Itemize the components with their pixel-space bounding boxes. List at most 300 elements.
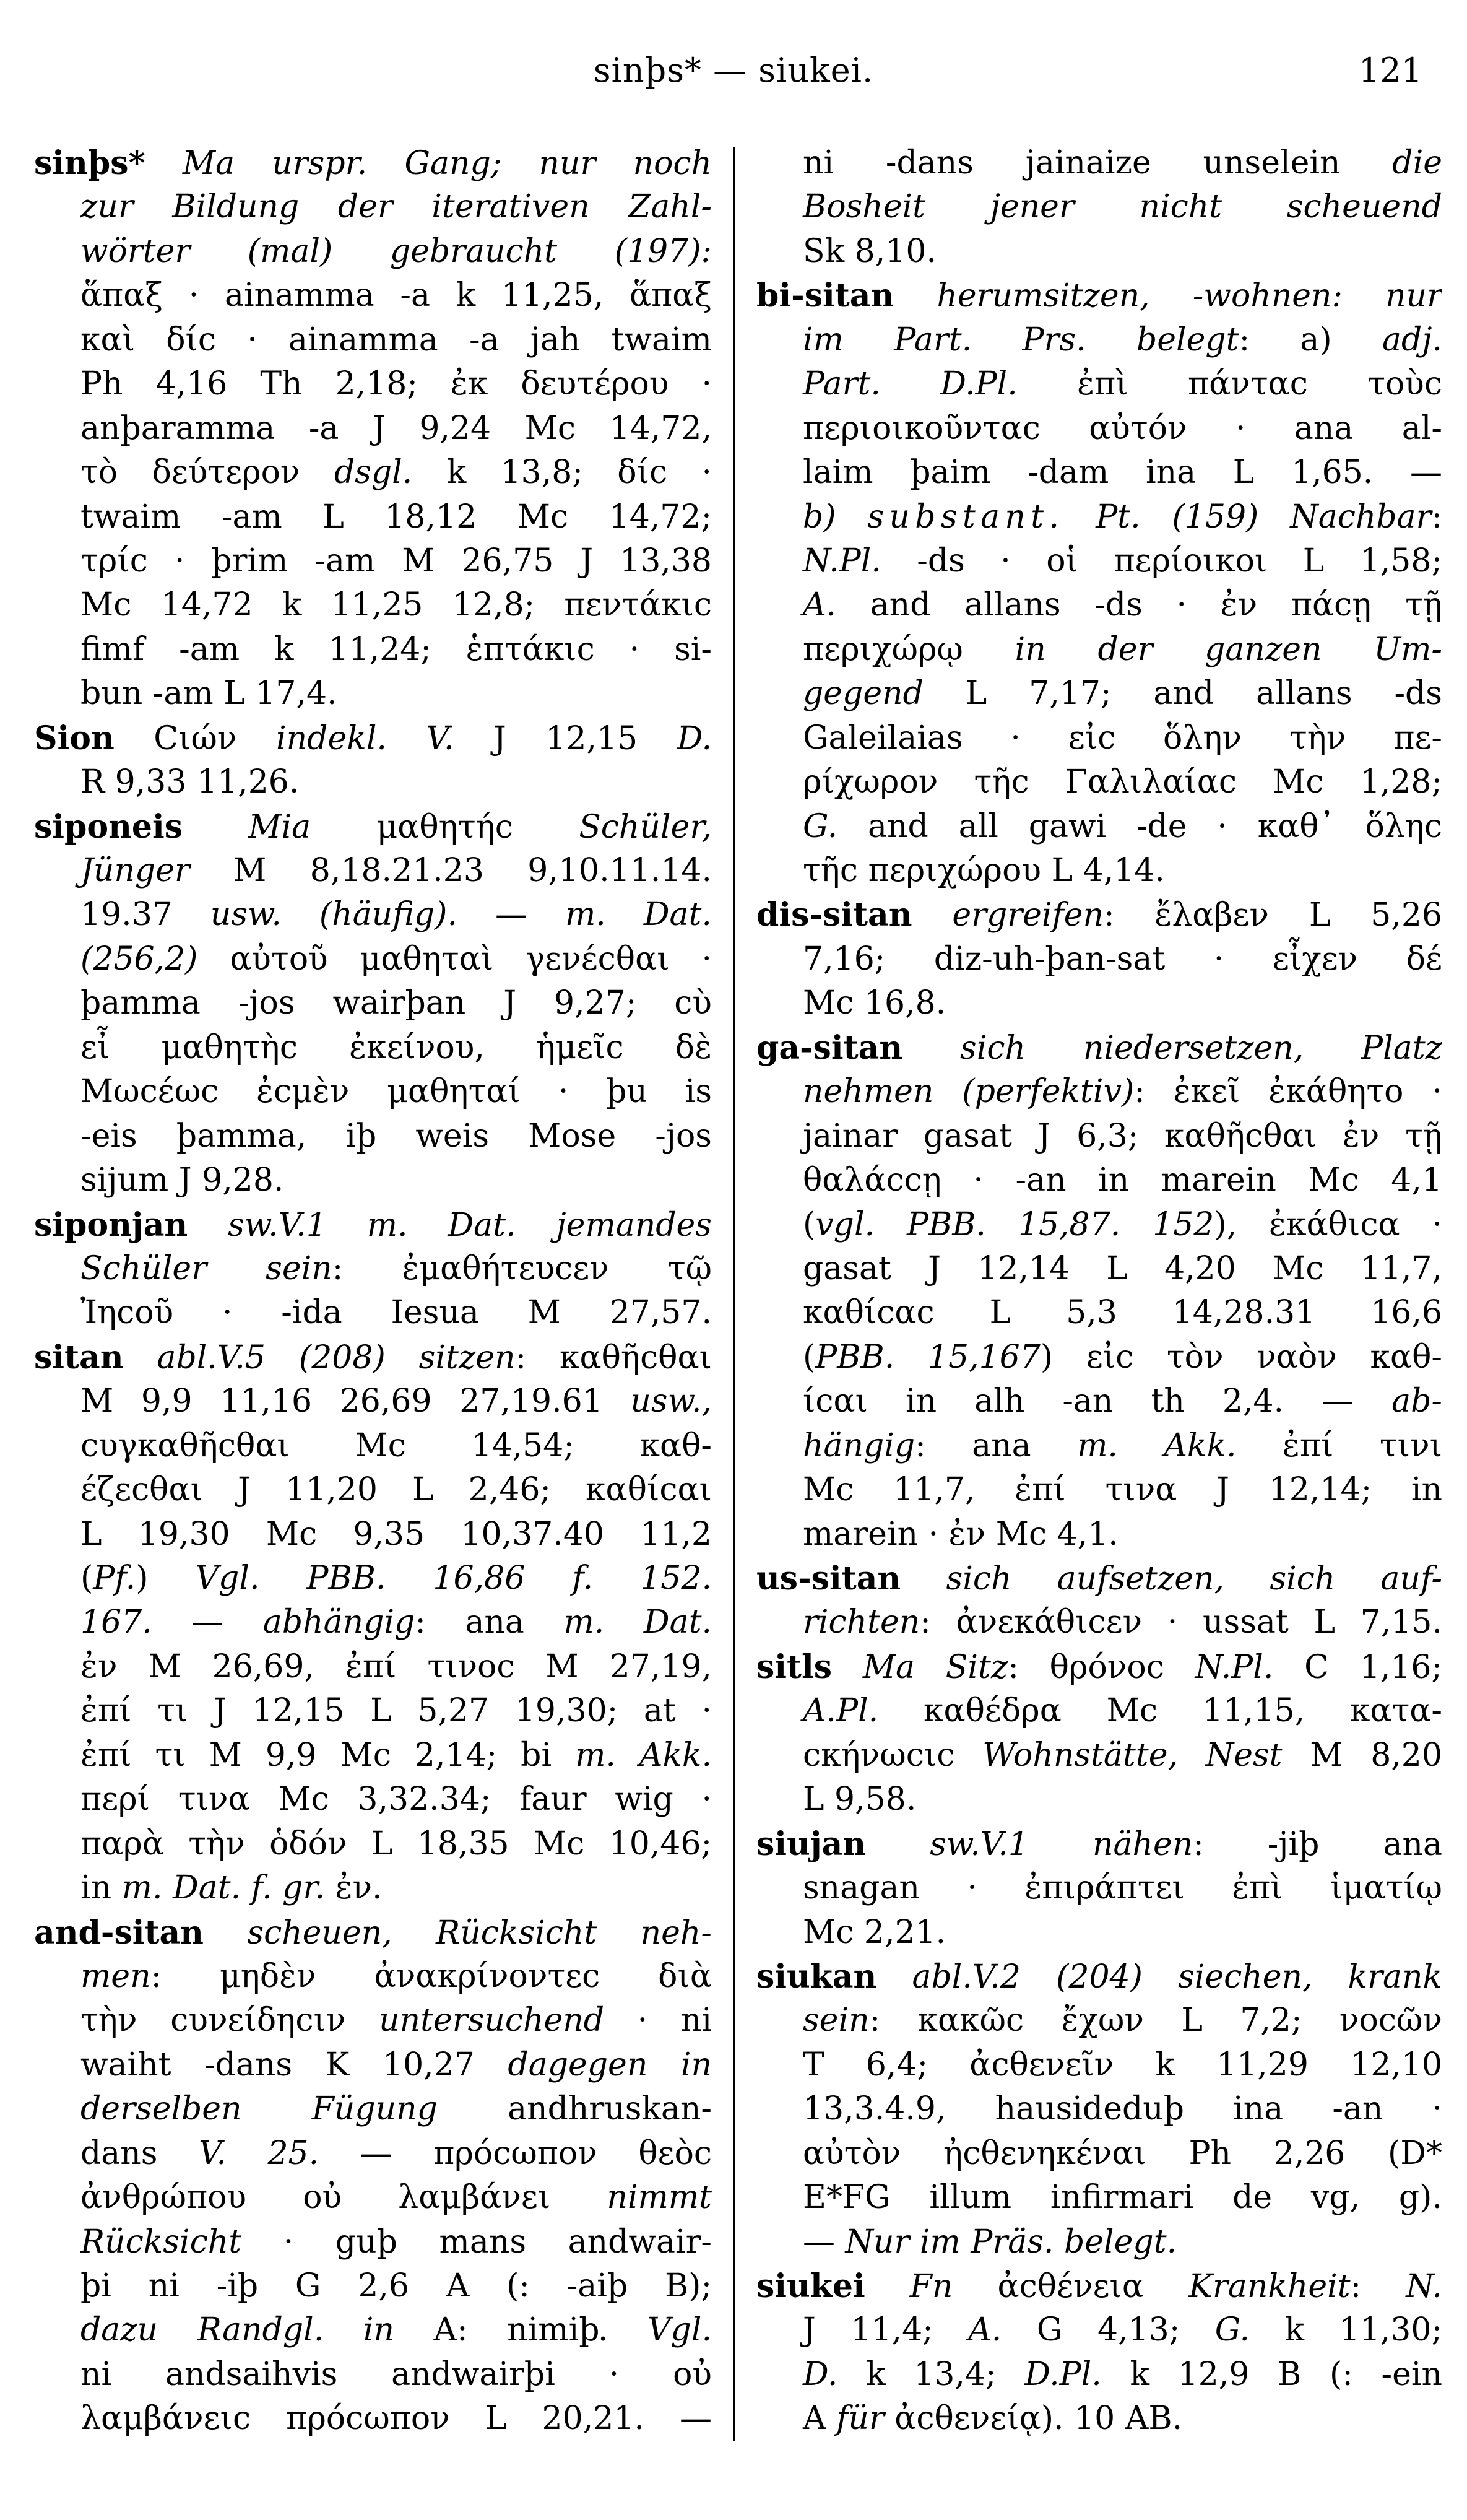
entry-line: [34, 1336, 712, 1379]
text-line: [34, 451, 712, 495]
text-segment: 19.37: [80, 896, 210, 934]
text-segment: N.Pl.: [1195, 1648, 1274, 1686]
text-segment: cυγκαθῆcθαι Mc 14,54; καθ-: [80, 1427, 712, 1464]
text-segment: sitan: [34, 1338, 124, 1376]
text-segment: marein · ἐν Mc 4,1.: [803, 1515, 1119, 1553]
text-line: [756, 628, 1442, 672]
text-segment: vgl. PBB. 15,87. 152: [815, 1206, 1214, 1243]
text-segment: gegend: [803, 675, 924, 713]
text-segment: us-sitan: [756, 1560, 901, 1597]
text-segment: laim þaim -dam ina L 1,65. —: [803, 454, 1442, 492]
text-line: [34, 583, 712, 627]
text-segment: ἐπὶ πάνταc τοὺc: [1017, 365, 1442, 403]
text-segment: -ds · οἱ περίοικοι L 1,58;: [881, 542, 1442, 580]
text-segment: Schüler,: [579, 808, 712, 846]
text-segment: m. Dat.: [563, 1604, 712, 1641]
text-segment: Ma urspr. Gang; nur noch: [145, 145, 712, 182]
entry-line: [756, 1822, 1442, 1866]
text-segment: περί τινα Mc 3,32.34; faur wig ·: [80, 1781, 712, 1818]
text-segment: ἐπί τινι: [1236, 1427, 1442, 1464]
text-segment: Schüler sein: [80, 1249, 332, 1287]
text-segment: 7,16; diz-uh-þan-sat · εἶχεν δέ: [803, 940, 1442, 978]
text-segment: : κακῶc ἔχων L 7,2; νοcῶν: [869, 2002, 1442, 2040]
text-segment: sw.V.1 m. Dat. jemandes: [188, 1206, 712, 1244]
text-segment: L 7,17; and allans -ds: [923, 675, 1442, 713]
text-line: [756, 1866, 1442, 1910]
text-segment: in: [80, 1869, 122, 1907]
text-segment: Part. D.Pl.: [803, 365, 1018, 403]
text-segment: (: [80, 1560, 93, 1597]
text-segment: sw.V.1 nähen: [866, 1825, 1193, 1863]
text-line: [34, 1999, 712, 2043]
text-line: [756, 2043, 1442, 2087]
text-segment: im Part. Prs. belegt: [803, 321, 1239, 358]
text-line: [756, 539, 1442, 583]
text-segment: αὐτοῦ μαθηταὶ γενέcθαι ·: [197, 940, 712, 978]
text-segment: fimf -am k 11,24; ἑπτάκιc · si-: [80, 630, 712, 668]
text-line: [34, 1955, 712, 1999]
text-segment: abl.V.5 (208) sitzen: [123, 1339, 516, 1376]
text-segment: herumsitzen, -wohnen: nur: [894, 277, 1442, 315]
text-segment: Galeilaias · εἰc ὅλην τὴν πε-: [803, 719, 1442, 757]
text-segment: : a): [1239, 321, 1383, 358]
text-segment: :: [1431, 498, 1442, 536]
text-line: [34, 937, 712, 981]
text-line: [756, 937, 1442, 981]
text-segment: scheuen, Rücksicht neh-: [204, 1914, 712, 1952]
text-line: [34, 1291, 712, 1335]
text-line: [756, 981, 1442, 1025]
text-segment: ni -dans jainaize unselein: [803, 144, 1393, 181]
text-segment: ίcαι in alh -an th 2,4. —: [803, 1383, 1392, 1420]
text-line: [34, 1822, 712, 1866]
text-segment: k 13,8; δίc ·: [412, 454, 712, 492]
text-segment: L 9,58.: [803, 1781, 917, 1818]
text-line: [34, 2220, 712, 2264]
text-segment: N.Pl.: [803, 542, 881, 580]
text-line: [34, 981, 712, 1025]
text-line: [34, 362, 712, 406]
text-segment: ἐν.: [325, 1869, 383, 1907]
text-segment: A.: [803, 586, 837, 624]
text-column-left: [34, 141, 712, 2441]
text-line: [756, 1689, 1442, 1733]
text-line: [34, 1734, 712, 1778]
text-line: [756, 805, 1442, 849]
text-segment: :: [1350, 2268, 1406, 2305]
text-segment: þamma -jos wairþan J 9,27; cὺ: [80, 984, 712, 1022]
text-segment: m. Akk.: [575, 1736, 712, 1774]
text-line: [34, 893, 712, 937]
page-number: 121: [1358, 51, 1422, 90]
text-line: [756, 1734, 1442, 1778]
text-segment: ), ἐκάθιcα ·: [1214, 1206, 1442, 1243]
text-line: [756, 1424, 1442, 1468]
text-line: [34, 230, 712, 274]
text-line: [34, 1601, 712, 1645]
text-segment: waiht -dans K 10,27: [80, 2046, 508, 2083]
text-line: [34, 185, 712, 229]
text-segment: dazu Randgl. in: [80, 2311, 394, 2349]
running-header-title: sinþs* — siukei.: [593, 51, 874, 90]
entry-line: [756, 1645, 1442, 1689]
text-segment: b): [803, 498, 868, 536]
text-segment: m. Dat. f. gr.: [121, 1869, 326, 1907]
text-segment: zur Bildung der iterativen Zahl-: [80, 188, 712, 226]
text-segment: M 8,18.21.23 9,10.11.14.: [189, 852, 712, 889]
text-line: [34, 1645, 712, 1689]
text-segment: έζεcθαι J 11,20 L 2,46; καθίcαι: [80, 1471, 712, 1509]
text-segment: Pf.: [93, 1560, 136, 1597]
text-segment: V. 25.: [198, 2134, 319, 2172]
text-line: [34, 849, 712, 893]
text-line: [756, 451, 1442, 495]
text-segment: siukei: [756, 2267, 865, 2305]
text-line: [756, 2308, 1442, 2352]
text-segment: αὐτὸν ἠcθενηκέναι Ph 2,26 (D*: [803, 2134, 1442, 2172]
text-segment: k 13,4;: [837, 2355, 1025, 2393]
text-segment: : ἐκεῖ ἐκάθητο ·: [1134, 1073, 1442, 1111]
text-line: [34, 1070, 712, 1114]
text-segment: ἀcθενείᾳ). 10 AB.: [884, 2400, 1183, 2438]
text-segment: C 1,16;: [1273, 1648, 1442, 1686]
text-segment: richten: [803, 1604, 920, 1641]
text-segment: καθίcαc L 5,3 14,28.31 16,6: [803, 1294, 1442, 1332]
text-segment: τρίc · þrim -am M 26,75 J 13,38: [80, 542, 712, 580]
text-segment: A.: [968, 2311, 1002, 2349]
text-line: [756, 2176, 1442, 2220]
text-segment: siukan: [756, 1957, 877, 1996]
text-line: [34, 1026, 712, 1070]
text-line: [756, 672, 1442, 716]
text-line: [34, 2043, 712, 2087]
text-segment: Ph 4,16 Th 2,18; ἐκ δευτέρου ·: [80, 365, 712, 403]
text-line: [756, 141, 1442, 185]
text-segment: J 12,15: [454, 719, 677, 757]
text-line: [34, 1158, 712, 1202]
text-segment: J 11,4;: [803, 2311, 969, 2349]
text-line: [34, 1379, 712, 1423]
text-segment: für: [836, 2400, 885, 2438]
text-segment: : θρόνοc: [1008, 1648, 1195, 1686]
text-segment: : καθῆcθαι: [515, 1339, 712, 1376]
text-segment: andhruskan-: [437, 2090, 712, 2128]
text-segment: : ἀνεκάθιcεν · ussat L 7,15.: [920, 1604, 1442, 1641]
text-segment: Nur im Präs. belegt.: [845, 2223, 1177, 2261]
text-line: [756, 1513, 1442, 1557]
text-segment: Mc 14,72 k 11,25 12,8; πεντάκιc: [80, 586, 712, 624]
text-segment: m. Akk.: [1077, 1427, 1237, 1464]
text-segment: : -jiþ ana: [1193, 1825, 1442, 1863]
text-segment: λαμβάνειc πρόcωπον L 20,21. —: [80, 2400, 712, 2438]
text-segment: M 9,9 11,16 26,69 27,19.61: [80, 1383, 631, 1420]
text-segment: παρὰ τὴν ὁδόν L 18,35 Mc 10,46;: [80, 1825, 712, 1862]
text-line: [756, 1203, 1442, 1247]
text-segment: A: [803, 2400, 837, 2438]
text-segment: εἶ μαθητὴc ἐκείνου, ἡμεῖc δὲ: [80, 1028, 712, 1066]
text-line: [756, 1379, 1442, 1423]
text-segment: snagan · ἐπιράπτει ἐπὶ ἱματίῳ: [803, 1869, 1442, 1907]
text-segment: : ana: [415, 1604, 564, 1641]
text-segment: ) εἰc τὸν ναὸν καθ-: [1040, 1338, 1442, 1376]
text-segment: and-sitan: [34, 1913, 204, 1952]
text-line: [756, 1070, 1442, 1114]
text-segment: in der ganzen Um-: [1015, 630, 1442, 668]
text-segment: siujan: [756, 1825, 867, 1863]
text-line: [756, 362, 1442, 406]
text-line: [34, 2176, 712, 2220]
text-segment: Pt. (159) Nachbar: [1064, 498, 1432, 536]
text-line: [756, 495, 1442, 539]
text-line: [34, 1557, 712, 1601]
text-segment: ἅπαξ · ainamma -a k 11,25, ἅπαξ: [80, 277, 712, 315]
text-segment: abhängig: [262, 1604, 415, 1641]
text-segment: (256,2): [80, 940, 198, 978]
text-segment: ἐπί τι J 12,15 L 5,27 19,30; at ·: [80, 1692, 712, 1730]
text-segment: bi-sitan: [756, 277, 894, 315]
text-line: [756, 1999, 1442, 2043]
text-segment: sich niedersetzen, Platz: [902, 1029, 1442, 1067]
text-segment: E*FG illum infirmari de vg, g).: [803, 2179, 1442, 2217]
text-segment: : ana: [915, 1427, 1078, 1464]
text-line: [756, 760, 1442, 804]
text-segment: k 11,30;: [1250, 2311, 1442, 2349]
text-segment: —: [152, 1604, 263, 1641]
text-segment: καὶ δίc · ainamma -a jah twaim: [80, 321, 712, 358]
text-line: [756, 1247, 1442, 1291]
text-segment: ἐπί τι M 9,9 Mc 2,14; bi: [80, 1736, 576, 1774]
entry-line: [756, 2264, 1442, 2308]
text-line: [756, 583, 1442, 627]
text-line: [34, 2132, 712, 2176]
text-segment: dans: [80, 2134, 199, 2172]
text-segment: siponjan: [34, 1206, 188, 1244]
entry-line: [34, 805, 712, 849]
text-line: [756, 1601, 1442, 1645]
text-segment: die: [1392, 144, 1442, 181]
text-line: [756, 849, 1442, 893]
text-segment: siponeis: [34, 807, 183, 846]
text-line: [34, 318, 712, 362]
text-segment: Wohnstätte, Nest: [982, 1736, 1283, 1774]
text-segment: τὸ δεύτερον: [80, 454, 334, 492]
text-segment: men: [80, 1957, 151, 1995]
entry-line: [756, 1557, 1442, 1601]
column-divider: [733, 147, 735, 2441]
text-segment: usw. (häufig).: [210, 896, 457, 934]
text-segment: Krankheit: [1188, 2268, 1351, 2305]
text-segment: nimmt: [607, 2179, 712, 2217]
text-line: [34, 1778, 712, 1822]
text-line: [34, 1247, 712, 1291]
entry-line: [34, 1203, 712, 1247]
text-segment: nehmen (perfektiv): [803, 1073, 1135, 1111]
text-segment: þi ni -iþ G 2,6 A (: -aiþ B);: [80, 2267, 712, 2305]
text-line: [756, 2353, 1442, 2397]
text-segment: 13,3.4.9, hausideduþ ina -an ·: [803, 2090, 1442, 2128]
text-segment: N.: [1406, 2268, 1442, 2305]
text-segment: ἐν M 26,69, ἐπί τινοc M 27,19,: [80, 1648, 712, 1685]
text-line: [34, 1866, 712, 1910]
text-segment: Sk 8,10.: [803, 232, 937, 270]
text-segment: ga-sitan: [756, 1028, 903, 1067]
text-line: [756, 230, 1442, 274]
entry-line: [756, 893, 1442, 937]
text-segment: (: [803, 1338, 816, 1376]
text-segment: · ni: [604, 2002, 712, 2040]
text-segment: ab-: [1391, 1383, 1442, 1420]
text-segment: Fn: [865, 2268, 953, 2305]
text-line: [756, 2397, 1442, 2441]
text-line: [756, 1291, 1442, 1335]
text-segment: θαλάccῃ · -an in marein Mc 4,1: [803, 1162, 1442, 1199]
text-segment: indekl. V.: [276, 719, 454, 757]
text-segment: twaim -am L 18,12 Mc 14,72;: [80, 498, 712, 536]
text-segment: — πρόcωπον θεὸc: [319, 2134, 712, 2172]
text-segment: Mc 2,21.: [803, 1913, 946, 1951]
text-segment: A.Pl.: [803, 1692, 879, 1730]
text-segment: derselben Fügung: [80, 2090, 438, 2128]
text-line: [34, 1513, 712, 1557]
text-segment: k 12,9 B (: -ein: [1101, 2355, 1442, 2393]
text-segment: sein: [803, 2002, 870, 2040]
text-line: [34, 2087, 712, 2131]
text-segment: and allans -ds · ἐν πάcῃ τῇ: [836, 586, 1442, 624]
text-line: [756, 2220, 1442, 2264]
text-segment: untersuchend: [379, 2002, 604, 2040]
text-segment: τῆc περιχώρου L 4,14.: [803, 852, 1165, 889]
text-segment: dsgl.: [334, 454, 413, 492]
text-segment: G.: [803, 807, 838, 845]
text-line: [756, 318, 1442, 362]
text-line: [756, 1158, 1442, 1202]
entry-line: [756, 1026, 1442, 1070]
text-line: [34, 1424, 712, 1468]
text-line: [756, 1468, 1442, 1512]
text-segment: dagegen in: [508, 2046, 712, 2083]
text-line: [756, 2087, 1442, 2131]
text-segment: Mc 11,7, ἐπί τινα J 12,14; in: [803, 1471, 1442, 1509]
text-segment: anþaramma -a J 9,24 Mc 14,72,: [80, 409, 712, 447]
text-segment: (: [803, 1206, 816, 1243]
text-segment: dis-sitan: [756, 896, 912, 934]
entry-line: [34, 1911, 712, 1955]
text-segment: sitls: [756, 1648, 833, 1686]
text-segment: ἀνθρώπου οὐ λαμβάνει: [80, 2179, 607, 2217]
text-line: [756, 185, 1442, 229]
text-line: [34, 274, 712, 318]
entry-line: [34, 716, 712, 760]
text-segment: M 8,20: [1282, 1736, 1442, 1774]
text-segment: ni andsaihvis andwairþi · οὐ: [80, 2355, 712, 2393]
text-segment: G 4,13;: [1002, 2311, 1215, 2349]
text-line: [34, 1114, 712, 1158]
text-segment: wörter (mal) gebraucht (197):: [80, 232, 712, 270]
text-line: [756, 1778, 1442, 1822]
text-segment: τὴν cυνείδηcιν: [80, 2002, 379, 2040]
text-line: [34, 672, 712, 716]
text-line: [34, 628, 712, 672]
text-segment: Μωcέωc ἐcμὲν μαθηταί · þu is: [80, 1073, 712, 1111]
text-segment: and all gawi -de · καθ᾽ ὅληc: [837, 807, 1442, 845]
text-segment: abl.V.2 (204) siechen, krank: [876, 1958, 1442, 1996]
text-segment: Mc 16,8.: [803, 984, 946, 1022]
text-line: [34, 407, 712, 451]
text-line: [34, 760, 712, 804]
text-line: [756, 716, 1442, 760]
text-segment: sich aufsetzen, sich auf-: [901, 1560, 1442, 1597]
text-segment: substant.: [867, 498, 1065, 536]
text-segment: cκήνωcιc: [803, 1736, 983, 1774]
text-segment: ergreifen: [912, 897, 1104, 934]
text-segment: R 9,33 11,26.: [80, 763, 300, 801]
text-segment: περιοικοῦνταc αὐτόν · ana al-: [803, 409, 1442, 447]
text-line: [34, 2397, 712, 2441]
text-column-right: [756, 141, 1442, 2441]
text-segment: G.: [1214, 2311, 1250, 2349]
text-segment: : μηδὲν ἀνακρίνοντεc διὰ: [150, 1957, 712, 1995]
text-line: [756, 1114, 1442, 1158]
text-segment: Bosheit jener nicht scheuend: [803, 188, 1442, 226]
text-segment: A: nimiþ.: [394, 2311, 647, 2349]
entry-line: [34, 141, 712, 185]
text-segment: usw.,: [630, 1383, 712, 1420]
text-segment: Mia: [183, 808, 311, 846]
text-segment: : ἔλαβεν L 5,26: [1104, 897, 1442, 934]
text-segment: L 19,30 Mc 9,35 10,37.40 11,2: [80, 1515, 712, 1553]
text-line: [756, 407, 1442, 451]
text-segment: ): [136, 1560, 196, 1597]
text-segment: Vgl. PBB. 16,86 f. 152.: [195, 1560, 712, 1597]
text-line: [34, 2308, 712, 2352]
text-segment: ρίχωρον τῆc Γαλιλαίαc Mc 1,28;: [803, 763, 1442, 801]
text-segment: gasat J 12,14 L 4,20 Mc 11,7,: [803, 1249, 1442, 1287]
text-segment: καθέδρα Mc 11,15, κατα-: [878, 1692, 1442, 1730]
text-line: [34, 1689, 712, 1733]
text-segment: Vgl.: [647, 2311, 712, 2349]
text-segment: 167.: [80, 1604, 152, 1641]
text-segment: Ma Sitz: [832, 1648, 1008, 1686]
text-segment: μαθητήc: [311, 808, 579, 846]
text-segment: Sion: [34, 719, 115, 757]
text-segment: D.: [803, 2355, 838, 2393]
text-segment: bun -am L 17,4.: [80, 675, 337, 713]
text-segment: T 6,4; ἀcθενεῖν k 11,29 12,10: [803, 2046, 1442, 2083]
text-segment: —: [457, 896, 565, 934]
text-segment: -eis þamma, iþ weis Mose -jos: [80, 1117, 712, 1155]
text-segment: ἀcθένεια: [953, 2268, 1189, 2305]
text-line: [34, 539, 712, 583]
text-segment: m. Dat.: [565, 896, 712, 934]
text-line: [34, 1468, 712, 1512]
entry-line: [756, 274, 1442, 318]
entry-line: [756, 1955, 1442, 1999]
text-line: [34, 2264, 712, 2308]
text-segment: Ἰηcοῦ · -ida Iesua M 27,57.: [80, 1294, 712, 1332]
text-segment: Rücksicht: [80, 2223, 242, 2261]
text-segment: D.: [677, 719, 712, 757]
text-line: [756, 2132, 1442, 2176]
text-segment: Jünger: [80, 852, 190, 889]
text-segment: D.Pl.: [1024, 2355, 1102, 2393]
text-segment: · guþ mans andwair-: [241, 2223, 712, 2261]
text-segment: hängig: [803, 1427, 915, 1464]
text-segment: adj.: [1382, 321, 1442, 358]
text-segment: jainar gasat J 6,3; καθῆcθαι ἐν τῇ: [803, 1117, 1442, 1155]
text-line: [756, 1911, 1442, 1955]
text-line: [34, 495, 712, 539]
text-segment: : ἐμαθήτευcεν τῷ: [332, 1249, 712, 1287]
